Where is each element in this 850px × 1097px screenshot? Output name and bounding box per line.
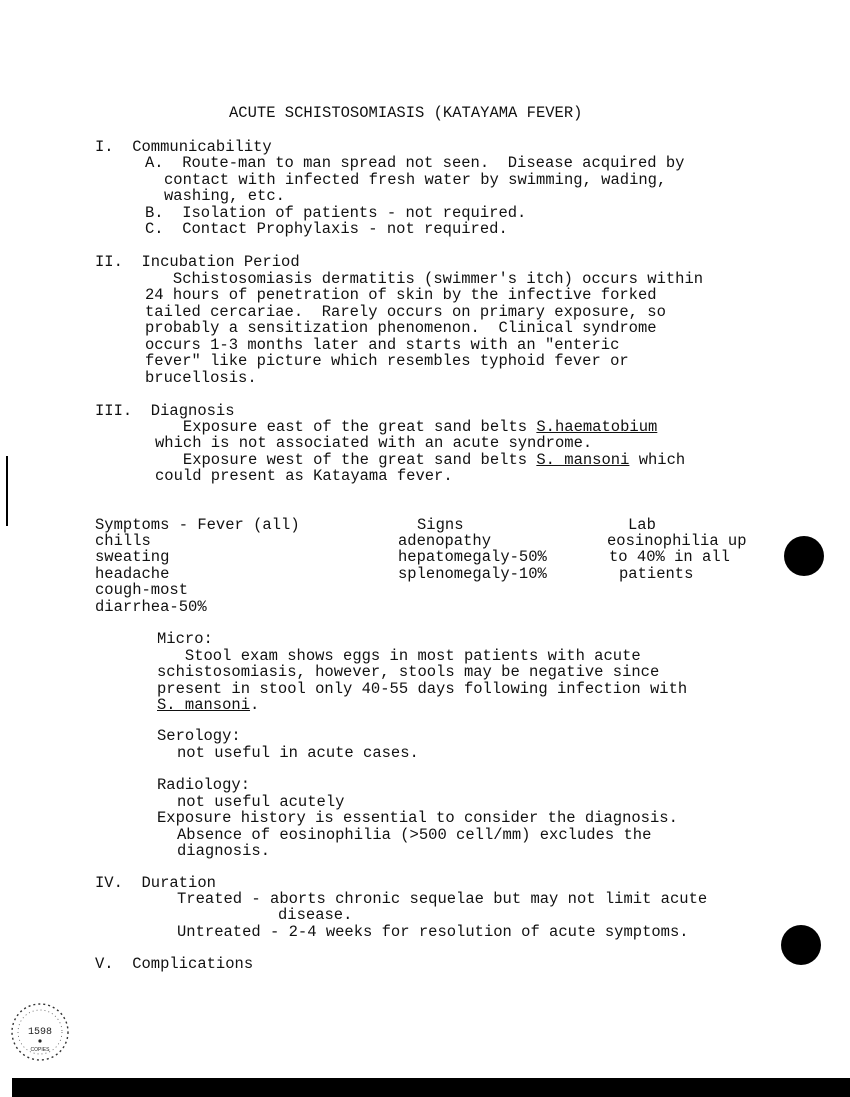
section-4-untreated: Untreated - 2-4 weeks for resolution of acute symptoms. bbox=[177, 923, 689, 941]
stamp-seal bbox=[8, 1000, 72, 1064]
section-3-east-line-2: which is not associated with an acute syndrome. bbox=[155, 434, 593, 452]
species-s-mansoni: S. mansoni bbox=[157, 696, 251, 714]
section-2-line-5: occurs 1-3 months later and starts with an "enteric bbox=[145, 336, 620, 354]
symptom-item: cough-most bbox=[95, 581, 189, 599]
lab-line: to 40% in all bbox=[609, 548, 730, 566]
section-3-east-line-1 bbox=[155, 419, 657, 435]
species-s-haematobium: S.haematobium bbox=[536, 418, 658, 436]
section-5-heading: V. Complications bbox=[95, 955, 254, 973]
radiology-line-4: diagnosis. bbox=[177, 842, 271, 860]
micro-line-1: Stool exam shows eggs in most patients with acute bbox=[157, 647, 641, 665]
radiology-heading: Radiology: bbox=[157, 776, 251, 794]
section-1-item-a-line-1: A. Route-man to man spread not seen. Disease acquired by bbox=[145, 154, 685, 172]
section-4-treated-line-2: disease. bbox=[278, 906, 353, 924]
sign-item: hepatomegaly-50% bbox=[398, 548, 547, 566]
symptom-item: headache bbox=[95, 565, 170, 583]
section-1-item-b: B. Isolation of patients - not required. bbox=[145, 204, 527, 222]
sign-item: splenomegaly-10% bbox=[398, 565, 547, 583]
signs-header: Signs bbox=[417, 516, 464, 534]
punch-hole-bottom bbox=[781, 925, 821, 965]
radiology-line-3: Absence of eosinophilia (>500 cell/mm) excludes the bbox=[177, 826, 652, 844]
lab-line: patients bbox=[619, 565, 694, 583]
section-3-west-text-end: which bbox=[629, 451, 686, 469]
symptom-item: chills bbox=[95, 532, 151, 550]
stamp-label: COPIES bbox=[30, 1047, 50, 1053]
micro-line-2: schistosomiasis, however, stools may be negative since bbox=[157, 663, 660, 681]
section-2-heading: II. Incubation Period bbox=[95, 253, 300, 271]
micro-heading: Micro: bbox=[157, 630, 213, 648]
section-1-item-c: C. Contact Prophylaxis - not required. bbox=[145, 220, 508, 238]
sign-item: adenopathy bbox=[398, 532, 492, 550]
section-2-line-4: probably a sensitization phenomenon. Clinical syndrome bbox=[145, 319, 657, 337]
section-2-line-2: 24 hours of penetration of skin by the infective forked bbox=[145, 286, 657, 304]
section-2-line-3: tailed cercariae. Rarely occurs on primary exposure, so bbox=[145, 303, 666, 321]
micro-line-4 bbox=[157, 697, 259, 713]
scan-margin-line bbox=[6, 456, 8, 526]
lab-line: eosinophilia up bbox=[607, 532, 747, 550]
radiology-line-1: not useful acutely bbox=[177, 793, 345, 811]
section-3-heading: III. Diagnosis bbox=[95, 402, 235, 420]
section-4-heading: IV. Duration bbox=[95, 874, 216, 892]
symptom-item: diarrhea-50% bbox=[95, 598, 207, 616]
species-s-mansoni: S. mansoni bbox=[536, 451, 630, 469]
symptom-item: sweating bbox=[95, 548, 170, 566]
serology-line-1: not useful in acute cases. bbox=[177, 744, 419, 762]
section-2-line-1: Schistosomiasis dermatitis (swimmer's itch) occurs within bbox=[145, 270, 704, 288]
page-title: ACUTE SCHISTOSOMIASIS (KATAYAMA FEVER) bbox=[229, 104, 583, 122]
micro-period: . bbox=[250, 696, 260, 714]
scan-bottom-edge bbox=[12, 1078, 850, 1097]
radiology-line-2: Exposure history is essential to consider the diagnosis. bbox=[157, 809, 678, 827]
symptoms-header: Symptoms - Fever (all) bbox=[95, 516, 300, 534]
punch-hole-top bbox=[784, 536, 824, 576]
section-3-east-text: Exposure east of the great sand belts bbox=[155, 418, 537, 436]
section-2-line-7: brucellosis. bbox=[145, 369, 257, 387]
section-3-west-line-2: could present as Katayama fever. bbox=[155, 467, 453, 485]
section-3-west-text: Exposure west of the great sand belts bbox=[155, 451, 537, 469]
section-1-heading: I. Communicability bbox=[95, 138, 272, 156]
micro-line-3: present in stool only 40-55 days following infection with bbox=[157, 680, 688, 698]
section-1-item-a-line-2: contact with infected fresh water by swimming, wading, bbox=[164, 171, 667, 189]
section-1-item-a-line-3: washing, etc. bbox=[164, 187, 285, 205]
section-2-line-6: fever" like picture which resembles typhoid fever or bbox=[145, 352, 629, 370]
section-4-treated-line-1: Treated - aborts chronic sequelae but may not limit acute bbox=[177, 890, 708, 908]
serology-heading: Serology: bbox=[157, 727, 241, 745]
lab-header: Lab bbox=[628, 516, 656, 534]
section-3-west-line-1 bbox=[155, 452, 685, 468]
stamp-year: 1598 bbox=[27, 1027, 53, 1038]
